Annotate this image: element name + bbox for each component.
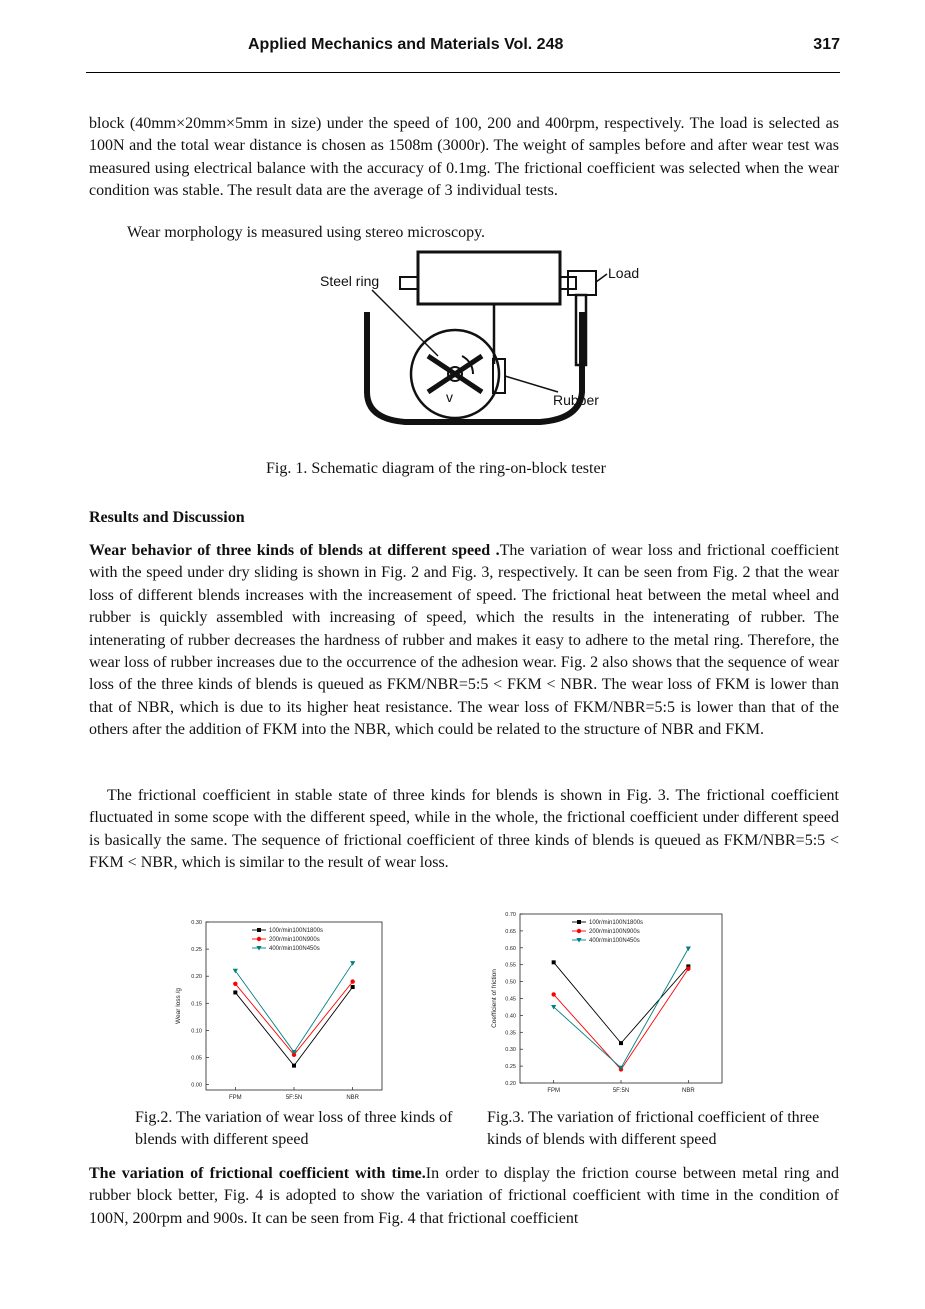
series-line xyxy=(235,963,352,1052)
y-tick-label: 0.35 xyxy=(505,1030,516,1037)
label-steel-ring: Steel ring xyxy=(320,273,380,289)
y-tick-label: 0.20 xyxy=(191,974,202,981)
data-point xyxy=(233,990,237,994)
y-tick-label: 0.10 xyxy=(191,1028,202,1035)
series-line xyxy=(235,982,352,1055)
data-point xyxy=(351,985,355,989)
legend-label: 200r/min100N900s xyxy=(589,929,640,936)
y-tick-label: 0.45 xyxy=(505,996,516,1003)
y-tick-label: 0.00 xyxy=(191,1082,202,1089)
y-tick-label: 0.55 xyxy=(505,962,516,969)
y-tick-label: 0.65 xyxy=(505,928,516,935)
subsection-title-2: The variation of frictional coefficient with time. xyxy=(89,1165,426,1182)
method-note: Wear morphology is measured using stereo microscopy. xyxy=(127,224,486,241)
subsection-text-2: In order to display the friction course between metal ring and rubber block better, Fig. 4 is adopted to show the variation of frictional coefficient with time in the condition of 100N, 200rpm and 900s. It can be seen from Fig. 4 that frictional coefficient xyxy=(89,1165,839,1227)
section-heading: Results and Discussion xyxy=(89,509,245,526)
figure-1-schematic xyxy=(310,244,640,454)
y-tick-label: 0.20 xyxy=(505,1081,516,1087)
data-point xyxy=(551,992,555,996)
y-tick-label: 0.50 xyxy=(505,979,516,986)
x-tick-label: FPM xyxy=(228,1095,242,1101)
y-axis-label: Wear loss /g xyxy=(175,987,182,1025)
x-tick-label: 5F:5N xyxy=(612,1088,630,1094)
results-paragraph-1 xyxy=(89,540,839,742)
figure-2-wear-loss-chart xyxy=(170,912,395,1108)
y-tick-label: 0.70 xyxy=(505,912,516,918)
x-tick-label: NBR xyxy=(681,1088,695,1094)
x-tick-label: NBR xyxy=(346,1095,360,1101)
series-line xyxy=(554,948,689,1067)
running-header xyxy=(88,36,840,58)
y-tick-label: 0.60 xyxy=(505,945,516,952)
legend-label: 400r/min100N450s xyxy=(269,946,320,953)
legend-label: 100r/min100N1800s xyxy=(589,920,644,927)
data-point xyxy=(686,967,690,971)
x-tick-label: FPM xyxy=(547,1088,561,1094)
figure-1-caption: Fig. 1. Schematic diagram of the ring-on-block tester xyxy=(266,460,606,477)
data-point xyxy=(619,1041,623,1045)
legend-marker xyxy=(577,929,581,933)
legend-label: 400r/min100N450s xyxy=(589,938,640,945)
y-tick-label: 0.05 xyxy=(191,1055,202,1062)
data-point xyxy=(552,960,556,964)
subsection-text-1: The variation of wear loss and frictional coefficient with the speed under dry sliding is shown in Fig. 2 and Fig. 3, respectively. It can be seen from Fig. 2 that the wear loss of different blends increases with the increasement of speed. The frictional heat between the metal wheel and rubber is quickly assembled with increasing of speed, which the results in the intenerating of rubber. The intenerating of rubber decreases the hardness of rubber and makes it easy to adhere to the metal ring. Therefore, the wear loss of rubber increases due to the occurrence of the adhesion wear. Fig. 2 also shows that the sequence of wear loss of the three kinds of blends is queued as FKM/NBR=5:5 < FKM < NBR. The wear loss of FKM is lower than that of NBR, which is due to its higher heat resistance. The wear loss of FKM/NBR=5:5 is lower than that of the others after the addition of FKM into the NBR, which could be related to the structure of NBR and FKM. xyxy=(89,542,840,739)
page-number: 317 xyxy=(813,36,840,53)
results-paragraph-3 xyxy=(89,1163,839,1230)
y-tick-label: 0.30 xyxy=(505,1047,516,1054)
data-point xyxy=(292,1064,296,1068)
subsection-title-1: Wear behavior of three kinds of blends at different speed . xyxy=(89,542,500,559)
data-point xyxy=(350,961,355,966)
series-line xyxy=(554,962,689,1043)
header-rule xyxy=(86,72,840,73)
data-point xyxy=(233,982,237,986)
intro-paragraph: block (40mm×20mm×5mm in size) under the speed of 100, 200 and 400rpm, respectively. The load is selected as 100N and the total wear distance is chosen as 1508m (3000r). The weight of samples before and after wear test was measured using electrical balance with the accuracy of 0.1mg. The frictional coefficient was selected when the wear condition was stable. The result data are the average of 3 individual tests. xyxy=(89,115,839,200)
y-tick-label: 0.40 xyxy=(505,1013,516,1020)
label-rubber: Rubber xyxy=(553,392,599,408)
results-paragraph-2: The frictional coefficient in stable state of three kinds for blends is shown in Fig. 3. The frictional coefficient fluctuated in some scope with the different speed, while in the whole, the frictional coefficient under different speed is basically the same. The sequence of frictional coefficient of three kinds of blends is queued as FKM/NBR=5:5 < FKM < NBR, which is similar to the result of wear loss. xyxy=(89,787,839,872)
legend-label: 200r/min100N900s xyxy=(269,937,320,944)
y-tick-label: 0.25 xyxy=(505,1064,516,1071)
y-tick-label: 0.30 xyxy=(191,920,202,926)
figure-3-friction-chart xyxy=(486,906,726,1102)
legend-marker xyxy=(257,928,261,932)
x-tick-label: 5F:5N xyxy=(285,1095,303,1101)
legend-label: 100r/min100N1800s xyxy=(269,928,324,935)
journal-title: Applied Mechanics and Materials Vol. 248 xyxy=(248,36,564,53)
figure-2-caption: Fig.2. The variation of wear loss of three kinds of blends with different speed xyxy=(135,1109,453,1148)
y-axis-label: Coefficient of friction xyxy=(491,969,498,1028)
data-point xyxy=(350,979,354,983)
figure-3-caption: Fig.3. The variation of frictional coefficient of three kinds of blends with different speed xyxy=(487,1109,820,1148)
legend-marker xyxy=(257,937,261,941)
y-tick-label: 0.15 xyxy=(191,1001,202,1008)
data-point xyxy=(686,946,691,951)
label-v: v xyxy=(446,389,453,405)
y-tick-label: 0.25 xyxy=(191,947,202,954)
label-load: Load xyxy=(608,265,640,281)
legend-marker xyxy=(577,920,581,924)
